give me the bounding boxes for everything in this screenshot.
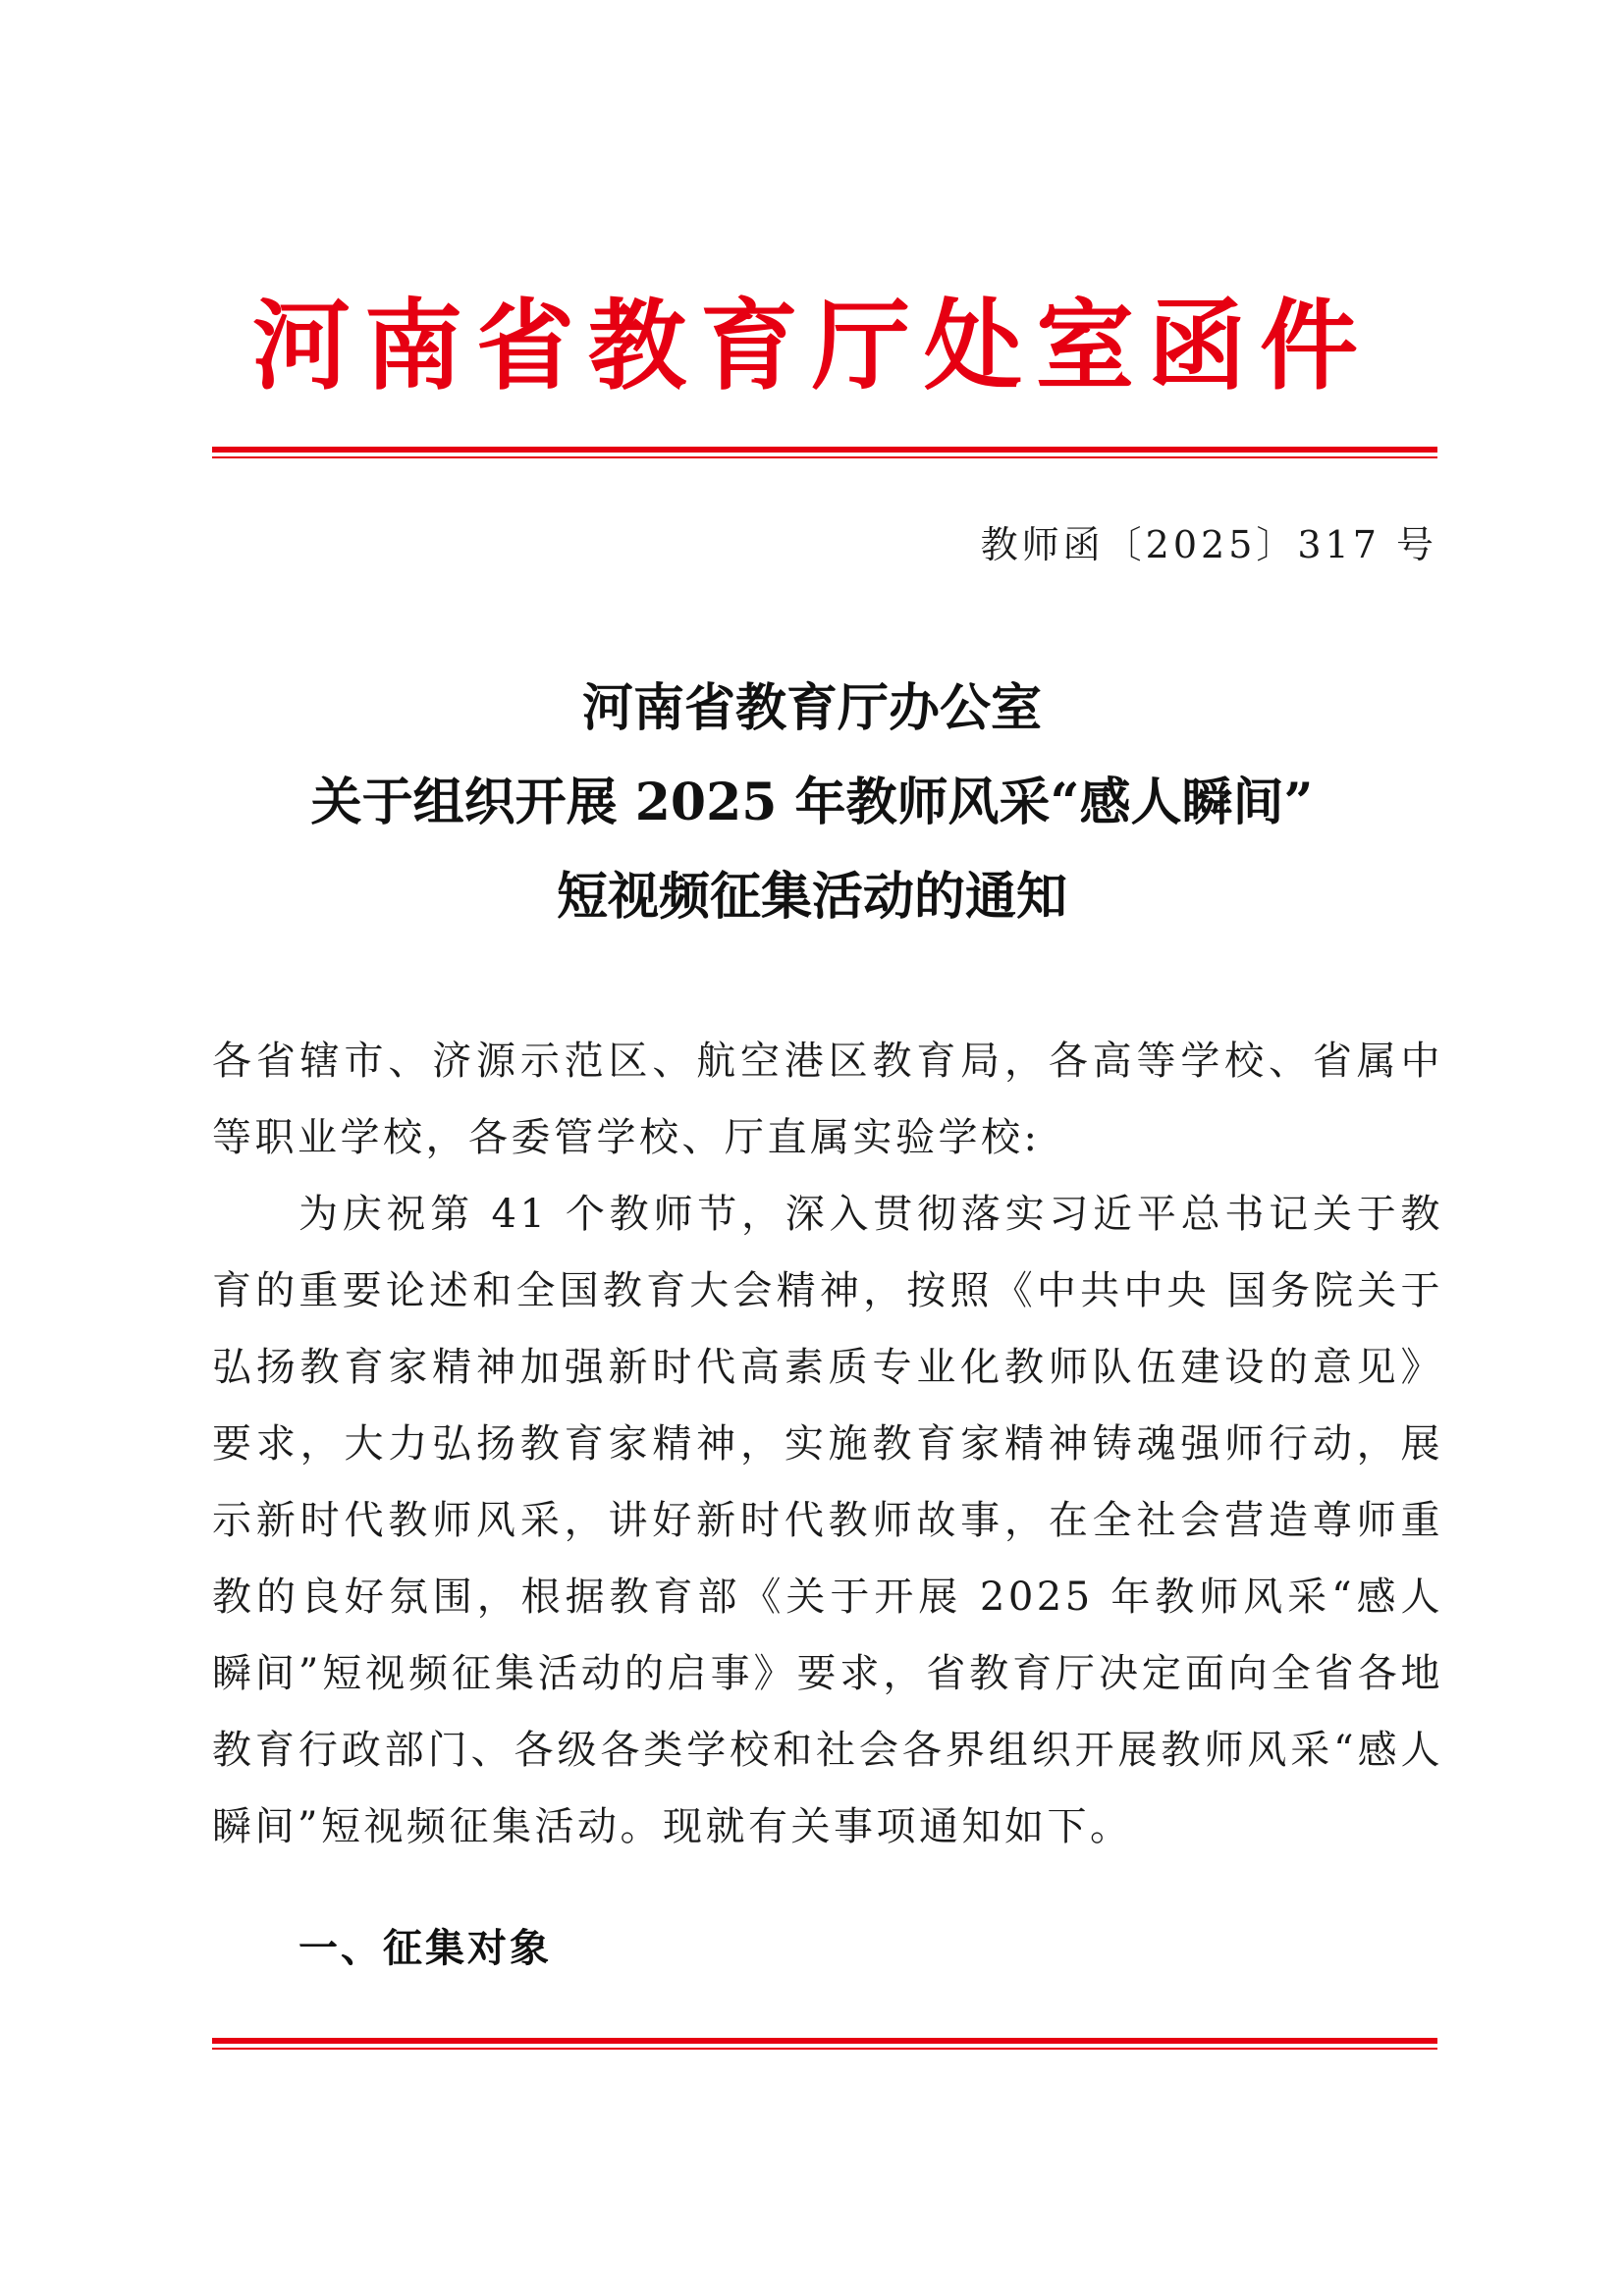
notice-title-line-1: 河南省教育厅办公室	[581, 678, 1042, 738]
body-paragraph: 为庆祝第 41 个教师节，深入贯彻落实习近平总书记关于教育的重要论述和全国教育大会精神，按照《中共中央 国务院关于弘扬教育家精神加强新时代高素质专业化教师队伍建设的意见》要求，大力弘扬教育家精神，实施教育家精神铸魂强师行动，展示新时代教师风采，讲好新时代教师故事，在全社会营造尊师重教的良好氛围，根据教育部《关于开展 2025 年教师风采“感人瞬间”短视频征集活动的启事》要求，省教育厅决定面向全省各地教育行政部门、各级各类学校和社会各界组织开展教师风采“感人瞬间”短视频征集活动。现就有关事项通知如下。	[212, 1192, 1443, 1849]
footer-red-rule	[212, 2038, 1437, 2050]
rule-thin-line	[212, 2048, 1437, 2050]
addressee-paragraph: 各省辖市、济源示范区、航空港区教育局，各高等学校、省属中等职业学校，各委管学校、厅直属实验学校:	[212, 1039, 1443, 1160]
header-red-rule	[212, 447, 1437, 458]
notice-title-line-2: 关于组织开展 2025 年教师风采“感人瞬间”	[310, 773, 1314, 832]
notice-title-line-3: 短视频征集活动的通知	[556, 867, 1067, 927]
rule-thin-line	[212, 456, 1437, 458]
rule-thick-line	[212, 447, 1437, 453]
document-number: 教师函〔2025〕317 号	[980, 523, 1437, 566]
rule-thick-line	[212, 2038, 1437, 2044]
section-heading-1: 一、征集对象	[298, 1926, 552, 1971]
masthead-title: 河南省教育厅处室函件	[252, 288, 1372, 403]
